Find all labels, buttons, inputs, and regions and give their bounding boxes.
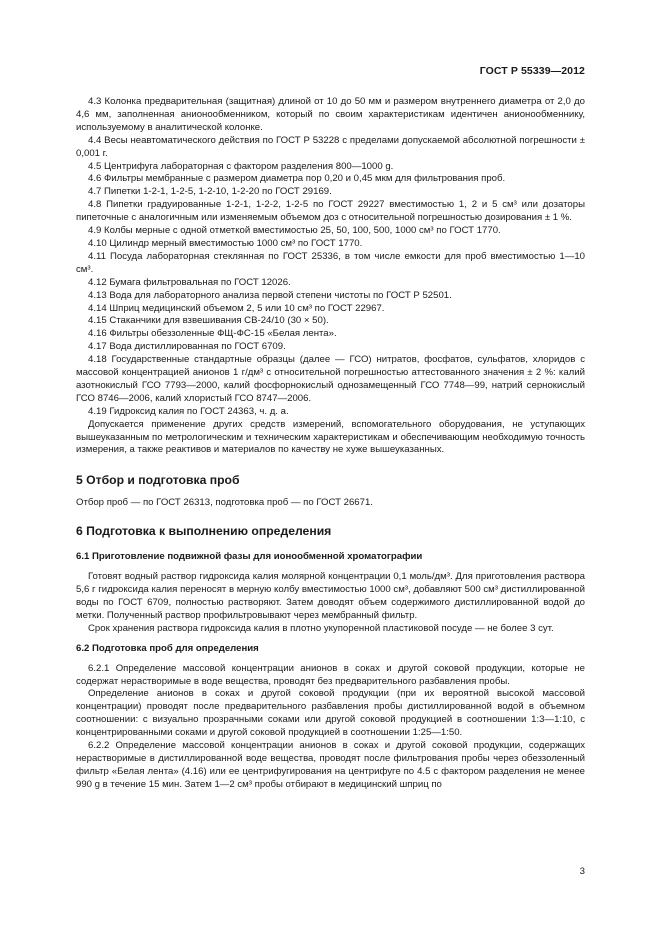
paragraph-4-15: 4.15 Стаканчики для взвешивания СВ-24/10 (30 × 50). [88, 315, 329, 327]
paragraph-allowance: Допускается применение других средств измерений, вспомогательного оборудования, не уступающих вышеуказанным по метрологическим и техническим характеристикам и обеспечивающим необходимую точность измерения, а также реактивов и материалов по качеству не хуже вышеуказанных. [76, 418, 585, 456]
document-body [76, 96, 585, 792]
paragraph-4-8: 4.8 Пипетки градуированные 1-2-1, 1-2-2, 1-2-5 по ГОСТ 29227 вместимостью 1, 2 и 5 см³ или дозаторы пипеточные с аналогичным или изменяемым объемом доз с относительной погрешностью дозирования ± 1 %. [76, 199, 585, 224]
paragraph-4-13: 4.13 Вода для лабораторного анализа первой степени чистоты по ГОСТ Р 52501. [88, 289, 452, 301]
paragraph-4-16: 4.16 Фильтры обеззоленные ФЩ-ФС-15 «Белая лента». [88, 328, 337, 340]
subsection-6-1-heading: 6.1 Приготовление подвижной фазы для ионообменной хроматографии [76, 551, 423, 563]
paragraph-4-7: 4.7 Пипетки 1-2-1, 1-2-5, 1-2-10, 1-2-20 по ГОСТ 29169. [88, 186, 332, 198]
paragraph-6-2-2: 6.2.2 Определение массовой концентрации анионов в соках и другой соковой продукции, содержащих нерастворимые в дистиллированной воде вещества, проводят после фильтрования пробы через обеззоленный фильтр «Белая лента» (4.16) или ее центрифугирования на центрифуге по 4.5 с фактором разделения не менее 990 g в течение 15 мин. Затем 1—2 см³ пробы отбирают в медицинский шприц по [76, 740, 585, 790]
document-header: ГОСТ Р 55339—2012 [479, 65, 585, 77]
paragraph-6-2-1: 6.2.1 Определение массовой концентрации анионов в соках и другой соковой продукции, которые не содержат нерастворимые в воде вещества, проводят без предварительного разбавления пробы. [76, 662, 585, 687]
section-6-heading: 6 Подготовка к выполнению определения [76, 524, 332, 539]
section-5-text: Отбор проб — по ГОСТ 26313, подготовка проб — по ГОСТ 26671. [76, 497, 373, 509]
paragraph-4-18: 4.18 Государственные стандартные образцы (далее — ГСО) нитратов, фосфатов, сульфатов, хлоридов с массовой концентрацией анионов 1 г/дм³ с относительной погрешностью аттестованного значения ± 2 %: калий азотнокислый ГСО 7793—2000, калий фосфорнокислый однозамещенный ГСО 7748—99, натрий сернокислый ГСО 8746—2006, калий хлористый ГСО 8747—2006. [76, 354, 585, 404]
paragraph-4-11: 4.11 Посуда лабораторная стеклянная по ГОСТ 25336, в том числе емкости для проб вместимостью 1—10 см³. [76, 250, 585, 275]
paragraph-4-10: 4.10 Цилиндр мерный вместимостью 1000 см³ по ГОСТ 1770. [88, 237, 363, 249]
paragraph-4-5: 4.5 Центрифуга лабораторная с фактором разделения 800—1000 g. [88, 160, 394, 172]
section-5-heading: 5 Отбор и подготовка проб [76, 473, 240, 488]
subsection-6-2-heading: 6.2 Подготовка проб для определения [76, 642, 259, 654]
paragraph-4-14: 4.14 Шприц медицинский объемом 2, 5 или 10 см³ по ГОСТ 22967. [88, 302, 385, 314]
paragraph-4-9: 4.9 Колбы мерные с одной отметкой вместимостью 25, 50, 100, 500, 1000 см³ по ГОСТ 1770. [88, 225, 501, 237]
subsection-6-1-paragraph-1: Готовят водный раствор гидроксида калия молярной концентрации 0,1 моль/дм³. Для приготовления раствора 5,6 г гидроксида калия переносят в мерную колбу вместимостью 1000 см³, добавляют 500 см³ дистиллированной воды по ГОСТ 6709, полностью растворяют. Затем доводят объем содержимого дистиллированной водой до метки. Полученный раствор профильтровывают через мембранный фильтр. [76, 571, 585, 621]
paragraph-4-3: 4.3 Колонка предварительная (защитная) длиной от 10 до 50 мм и размером внутреннего диаметра от 2,0 до 4,6 мм, заполненная анионообменником, который по своим характеристикам идентичен анионообменнику, используемому в аналитической колонке. [76, 96, 585, 133]
paragraph-4-19: 4.19 Гидроксид калия по ГОСТ 24363, ч. д. а. [88, 405, 289, 417]
page-number: 3 [579, 866, 585, 877]
paragraph-4-12: 4.12 Бумага фильтровальная по ГОСТ 12026. [88, 276, 291, 288]
paragraph-4-4: 4.4 Весы неавтоматического действия по ГОСТ Р 53228 с пределами допускаемой абсолютной погрешности ± 0,001 г. [76, 134, 585, 159]
paragraph-4-6: 4.6 Фильтры мембранные с размером диаметра пор 0,20 и 0,45 мкм для фильтрования проб. [88, 173, 506, 185]
subsection-6-1-paragraph-2: Срок хранения раствора гидроксида калия в плотно укупоренной пластиковой посуде — не более 3 сут. [88, 622, 554, 634]
paragraph-6-2-1-dilution: Определение анионов в соках и другой соковой продукции (при их вероятной высокой массовой концентрации) проводят после предварительного разбавления пробы дистиллированной водой в объемном соотношении: с визуально прозрачными соками или другой соковой продукцией в соотношении 1:3—1:10, с концентрированными соками и другой соковой продукцией в соотношении 1:25—1:50. [76, 688, 585, 739]
paragraph-4-17: 4.17 Вода дистиллированная по ГОСТ 6709. [88, 341, 286, 353]
